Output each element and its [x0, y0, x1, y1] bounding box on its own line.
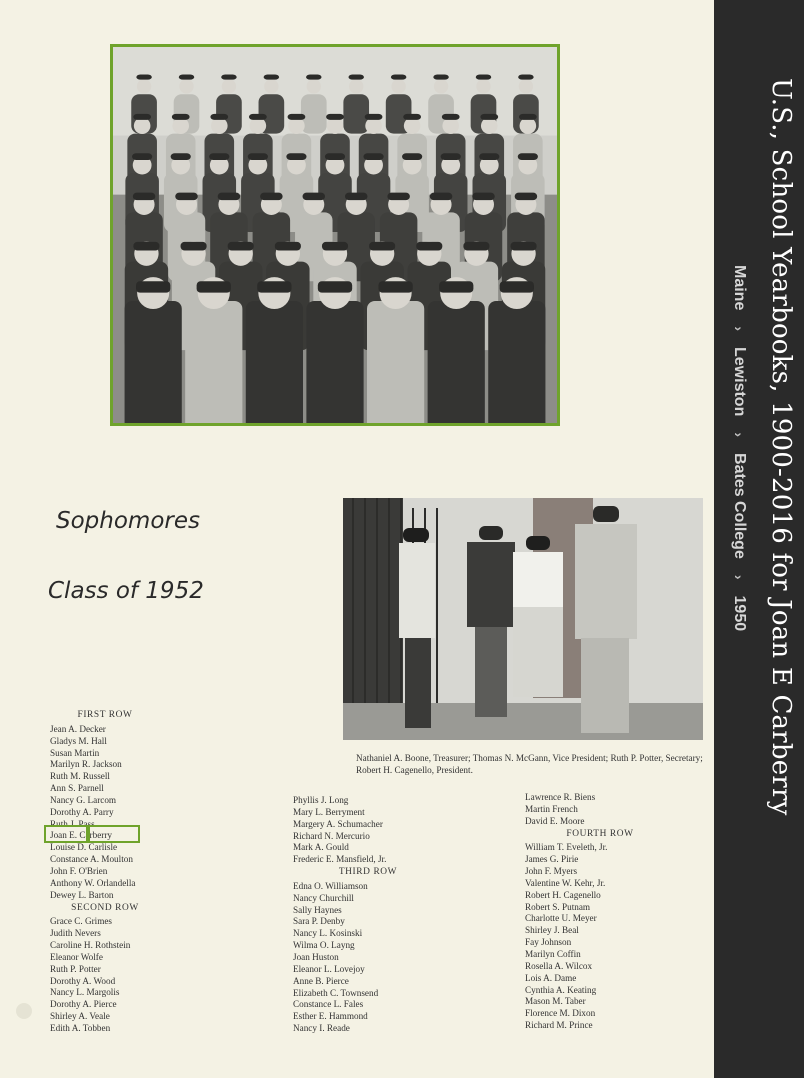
record-sidebar — [714, 0, 804, 1078]
student-name: William T. Eveleth, Jr. — [525, 842, 608, 853]
student-name: Nancy Churchill — [293, 892, 354, 903]
student-name: Joan Huston — [293, 951, 339, 962]
student-name: Elizabeth C. Townsend — [293, 987, 379, 998]
sidebar-rotated-content — [714, 0, 804, 1078]
chevron-right-icon: › — [731, 326, 747, 332]
student-name: Dewey L. Barton — [50, 889, 114, 900]
student-name: Rosella A. Wilcox — [525, 960, 593, 971]
student-name: Robert H. Cagenello — [525, 889, 601, 900]
student-name: Ruth P. Potter — [50, 963, 101, 974]
student-name: Dorothy A. Pierce — [50, 999, 117, 1010]
row-heading: FIRST ROW — [77, 710, 133, 720]
student-name: Shirley J. Beal — [525, 925, 579, 936]
name-highlight-given[interactable] — [44, 825, 88, 843]
record-title: U.S., School Yearbooks, 1900-2016 for Joan E Carberry — [766, 78, 796, 816]
name-list — [293, 795, 463, 866]
student-name: Anthony W. Orlandella — [50, 877, 136, 888]
student-name: Ruth J. Pass — [50, 818, 95, 829]
name-list — [525, 792, 705, 828]
student-name: Susan Martin — [50, 747, 100, 758]
student-name: James G. Pirie — [525, 854, 579, 865]
student-name: Richard M. Prince — [525, 1020, 593, 1031]
student-name: Marilyn Coffin — [525, 948, 581, 959]
student-name: Sally Haynes — [293, 904, 342, 915]
student-name: Nancy I. Reade — [293, 1023, 350, 1034]
student-name: Fay Johnson — [525, 937, 572, 948]
student-name: Sara P. Denby — [293, 916, 345, 927]
student-name: Constance A. Moulton — [50, 854, 133, 865]
group-photo-image — [113, 47, 557, 423]
row-heading: SECOND ROW — [71, 902, 139, 913]
chevron-right-icon: › — [731, 574, 747, 580]
student-name: Shirley A. Veale — [50, 1011, 110, 1022]
student-name: Ruth M. Russell — [50, 771, 110, 782]
student-name: Lois A. Dame — [525, 972, 577, 983]
student-name: Nancy L. Kosinski — [293, 928, 363, 939]
student-name: Eleanor Wolfe — [50, 951, 103, 962]
breadcrumb-year[interactable]: 1950 — [731, 595, 748, 632]
student-name: Gladys M. Hall — [50, 735, 107, 746]
student-name: Judith Nevers — [50, 928, 101, 939]
student-name: Eleanor L. Lovejoy — [293, 963, 365, 974]
student-name: Richard N. Mercurio — [293, 830, 370, 841]
student-name: Constance L. Fales — [293, 999, 364, 1010]
officers-caption: Nathaniel A. Boone, Treasurer; Thomas N. McGann, Vice President; Ruth P. Potter, Secretary; Robert H. Cagenello, President. — [356, 753, 703, 775]
student-name: Ann S. Parnell — [50, 783, 104, 794]
officers-photo-image — [343, 498, 703, 740]
student-name: Nancy G. Larcom — [50, 794, 117, 805]
student-name: Margery A. Schumacher — [293, 818, 383, 829]
name-highlight-surname[interactable] — [88, 825, 140, 843]
student-name: John F. Myers — [525, 866, 578, 877]
student-name: Martin French — [525, 803, 578, 814]
names-column-2 — [293, 795, 463, 1035]
officers-photo[interactable] — [343, 498, 703, 740]
student-name: Lawrence R. Biens — [525, 792, 596, 802]
student-name: Dorothy A. Wood — [50, 975, 116, 986]
student-name: Esther E. Hammond — [293, 1011, 368, 1022]
student-name: Nancy L. Margolis — [50, 987, 120, 998]
page-heading-sophomores: Sophomores — [56, 508, 200, 534]
name-list — [293, 881, 463, 1035]
student-name: Anne B. Pierce — [293, 975, 349, 986]
student-name: Valentine W. Kehr, Jr. — [525, 877, 606, 888]
chevron-right-icon: › — [731, 432, 747, 438]
student-name: John F. O'Brien — [50, 865, 108, 876]
class-group-photo[interactable] — [110, 44, 560, 426]
breadcrumb-city[interactable]: Lewiston — [731, 347, 748, 417]
breadcrumb — [730, 265, 748, 631]
student-name: Joan E. Carberry — [50, 830, 112, 841]
student-name: Edna O. Williamson — [293, 880, 368, 891]
page-stain — [16, 1003, 32, 1019]
student-name: Frederic E. Mansfield, Jr. — [293, 854, 387, 865]
student-name: Grace C. Grimes — [50, 916, 112, 927]
breadcrumb-school[interactable]: Bates College — [731, 453, 748, 559]
row-heading: FOURTH ROW — [566, 828, 634, 839]
breadcrumb-state[interactable]: Maine — [731, 265, 748, 311]
student-name: Mason M. Taber — [525, 996, 586, 1007]
student-name: Caroline H. Rothstein — [50, 940, 131, 951]
student-name: Florence M. Dixon — [525, 1008, 596, 1019]
student-name: Louise D. Carlisle — [50, 842, 118, 853]
names-column-3 — [525, 792, 705, 1032]
student-name: Edith A. Tobben — [50, 1022, 111, 1033]
student-name: David E. Moore — [525, 815, 585, 826]
name-list — [50, 916, 200, 1034]
student-name: Charlotte U. Meyer — [525, 913, 597, 924]
student-name: Wilma O. Layng — [293, 940, 355, 951]
student-name: Mark A. Gould — [293, 842, 349, 853]
names-column-1 — [50, 709, 200, 1035]
row-heading: THIRD ROW — [338, 867, 398, 878]
page-heading-class-year: Class of 1952 — [48, 578, 204, 604]
student-name: Cynthia A. Keating — [525, 984, 597, 995]
name-list — [50, 724, 200, 902]
student-name: Dorothy A. Parry — [50, 806, 114, 817]
name-list — [525, 842, 705, 1032]
student-name: Mary L. Berryment — [293, 806, 365, 817]
student-name: Jean A. Decker — [50, 723, 106, 734]
student-name: Marilyn R. Jackson — [50, 759, 122, 770]
student-name: Robert S. Putnam — [525, 901, 591, 912]
student-name: Phyllis J. Long — [293, 795, 349, 805]
